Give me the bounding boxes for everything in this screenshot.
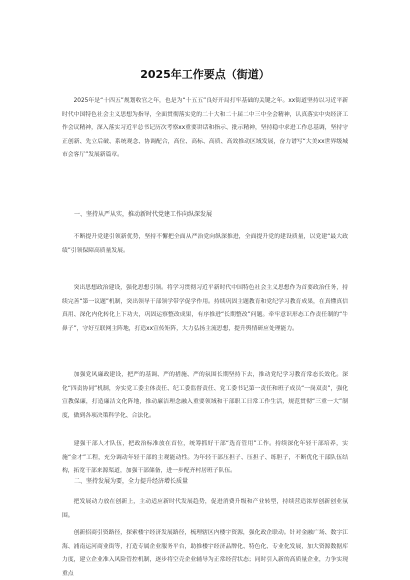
paragraph-1-2: 突出思想政治建设，强化思想引领。将学习贯彻习近平新时代中国特色社会主义思想作为首要政治任务，持续完善“第一议题”机制，突出领导干部领学带学促学作用。持续巩固主题教育和党纪学习教育成果，在真懂真信真用、深化内化转化上下功夫，巩固运察整改成果，有序推进“长期整改”问题。牵牢意识形态工作责任制的“牛鼻子”，守好互联网主阵地，打造xx宣传矩阵，大力弘扬主流思想，提升舆情研应处理能力。 [62, 285, 348, 332]
paragraph-intro: 2025年是“十四五”规划收官之年，也是为“十五五”良好开局打牢基础的关键之年。xx街道坚持以习近平新时代中国特色社会主义思想为指导，全面贯彻落实党的二十大和二十届二中三中全会精神，认真落实中央经济工作会议精神，深入落实习近平总书记历次考察xx重要讲话和指示、批示精神，坚持稳中求进工作总基调，坚持守正创新、先立后破、系统观念、协调配合，高位、高标、高质、高效推动区域发展，奋力谱写“大美xx世界级城市会客厅”发展新篇章。 [62, 98, 348, 158]
paragraph-2-1: 把发展动力放在创新上，主动适应新时代发展趋势，促进消费升级和产业转型，持续营造浓厚创新创业氛围。 [62, 499, 348, 519]
section-heading-2: 二、坚持发展为要，全力提升经济增长质量 [74, 478, 189, 485]
paragraph-1-1: 不断提升党建引领新优势，坚持不懈把全面从严治党向纵深推进，全面提升党的建设质量，以党建“最大政绩”引领保障高质量发展。 [62, 234, 348, 254]
paragraph-1-4: 建强干部人才队伍，把政治标准放在首位，统筹抓好干部“选育管用”工作。持续深化年轻干部培养，实施“金才”工程，充分调动年轻干部的主观能动性。为年轻干部压担子、压担子、练胆子，不断优化干部队伍结构，拓宽干部来源渠道，加强干部储备，进一步配齐村居班子队伍。 [62, 441, 348, 474]
section-heading-1: 一、坚持从严从实，推动新时代党建工作向纵深发展 [74, 211, 213, 218]
paragraph-2-2: 创新招商引资路径，探索楼宇经济发展路径，梳理辖区内楼宇资源，强化政企联动。针对金融广场、数字江海、浦南运河商业街等，打造专属企业服务平台，助推楼宇经济品牌化、特色化、专业化发展，加大资源数据库力度，建立企业准入风险管控机制，逐步将空壳企业辅导为正常经营状态；同时引入新的高质量企业，力争实现重点 [62, 530, 348, 577]
page-title: 2025年工作要点（街道） [140, 68, 270, 81]
paragraph-1-3: 加强党风廉政建设，把严的基调、严的措施、严的氛围长期坚持下去，推动党纪学习教育常态长效化。深化“四责协同”机制，夯实党工委主体责任、纪工委监督责任、党工委书记第一责任和班子成员“一岗双责”，强化宣教保廉，打造廉洁文化阵地，推动廉洁理念融入重要领域和干部职工日常工作生活，规范贯彻“三重一大”制度，做到各项决策科学化、合法化。 [62, 372, 348, 419]
